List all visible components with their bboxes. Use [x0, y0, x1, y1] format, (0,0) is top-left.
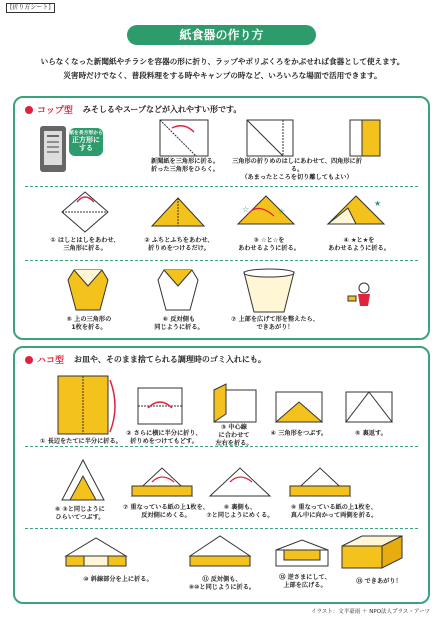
intro-text [25, 55, 420, 83]
fold-step-illustration [66, 538, 126, 568]
fold-step-illustration [214, 384, 256, 422]
person-eating-icon [344, 282, 374, 310]
box-step-2: ② さらに横に半分に折り、 折りめをつけてもどす。 [126, 430, 202, 445]
badge-big-text: 正方形にする [72, 136, 100, 152]
row-divider [25, 186, 418, 187]
box-section-header [25, 353, 266, 366]
box-step-13: ⑬ できあがり！ [356, 578, 402, 585]
fold-step-illustration [190, 536, 250, 568]
intro-line-2: 災害時だけでなく、普段料理をする時やキャンプの時など、いろいろな場面で活用できます。 [63, 71, 382, 80]
box-step-11: ⑪ 反対側も、 ⑨⑩と同じように折る。 [188, 576, 256, 591]
bullet-icon [25, 106, 33, 114]
square-paper-badge [69, 128, 103, 156]
fold-step-illustration [346, 392, 392, 422]
fold-step-illustration [158, 270, 198, 310]
fold-step-illustration [328, 194, 384, 226]
sheet-tag: [折り方シート] [6, 3, 55, 13]
cup-section-header [25, 103, 241, 116]
intro-line-1: いらなくなった新聞紙やチラシを容器の形に折り、ラップやポリぶくろをかぶせれば食器として使えます。 [40, 57, 405, 66]
box-step-7: ⑦ 重なっている紙の上1枚を、 反対側にめくる。 [123, 504, 209, 519]
fold-step-illustration [247, 120, 293, 156]
row-divider [25, 260, 418, 261]
svg-text:☆: ☆ [242, 205, 250, 214]
box-section-desc: お皿や、そのまま捨てられる調理時のゴミ入れにも。 [74, 355, 266, 364]
fold-step-illustration [290, 468, 350, 496]
box-step-12: ⑫ 逆さまにして、 上部を広げる。 [279, 574, 331, 589]
cup-finished-illustration [244, 268, 294, 312]
cup-step-8: ⑥ 反対側も 同じように折る。 [154, 316, 204, 331]
bullet-icon [25, 356, 33, 364]
svg-text:★: ★ [374, 199, 382, 208]
row-divider [25, 528, 418, 529]
fold-step-illustration [68, 270, 108, 310]
newspaper-icon [40, 126, 66, 172]
fold-step-illustration [62, 192, 108, 232]
cup-section-desc: みそしるやスープなどが入れやすい形です。 [82, 105, 242, 114]
page-title: 紙食器の作り方 [127, 25, 316, 45]
cup-step-2: 三角形の折りめのはしにあわせて、四角形に折る。 （あまったところを切り離してもよい） [232, 158, 362, 181]
fold-step-illustration [276, 540, 328, 566]
fold-step-illustration [62, 460, 104, 500]
fold-step-illustration [350, 118, 386, 158]
box-finished-illustration [342, 532, 402, 572]
cup-step-5: ③ ☆と☆を あわせるように折る。 [238, 237, 300, 252]
cup-step-6: ④ ★と★を あわせるように折る。 [328, 237, 390, 252]
badge-small-text: 紙を長方形から [69, 131, 103, 136]
fold-step-illustration [132, 468, 192, 496]
fold-step-illustration [160, 120, 208, 156]
svg-text:☆: ☆ [278, 207, 286, 216]
fold-step-illustration [238, 194, 294, 226]
box-step-5: ⑤ 裏返す。 [355, 430, 387, 437]
fold-step-illustration [276, 392, 322, 422]
fold-step-illustration [138, 388, 182, 424]
box-step-1: ① 長辺をたてに半分に折る。 [40, 438, 122, 445]
box-step-6: ⑥ ③と同じように ひらいてつぶす。 [55, 506, 105, 521]
box-section-name: ハコ型 [37, 356, 65, 366]
fold-step-illustration [210, 468, 270, 496]
illustration-credit: イラスト：文平豪雨 ＋ NPO法人プラス・アーツ [310, 609, 430, 615]
box-step-3: ③ 中心線 に合わせて 左右を折る。 [215, 424, 253, 447]
cup-step-7: ⑤ 上の三角形の 1枚を折る。 [66, 316, 112, 331]
box-step-10: ⑩ 斜線部分を上に折る。 [83, 576, 153, 583]
fold-step-illustration [58, 376, 108, 434]
cup-section-name: コップ型 [37, 106, 73, 116]
cup-step-1: 新聞紙を三角形に折る。 折った三角形をひらく。 [150, 158, 220, 173]
cup-step-4: ② ふちとふちをあわせ、 折りめをつけるだけ。 [144, 237, 214, 252]
box-step-9: ⑨ 重なっている紙の上1枚を、 真ん中に向かって両側を折る。 [290, 504, 378, 519]
box-step-4: ④ 三角形をつぶす。 [270, 430, 328, 437]
box-step-8: ⑧ 裏側も、 ⑦と同じようにめくる。 [206, 504, 274, 519]
cup-step-9: ⑦ 上部を広げて形を整えたら、 できあがり！ [231, 316, 319, 331]
cup-step-3: ① はしとはしをあわせ、 三角形に折る。 [50, 237, 120, 252]
fold-step-illustration [152, 196, 204, 226]
